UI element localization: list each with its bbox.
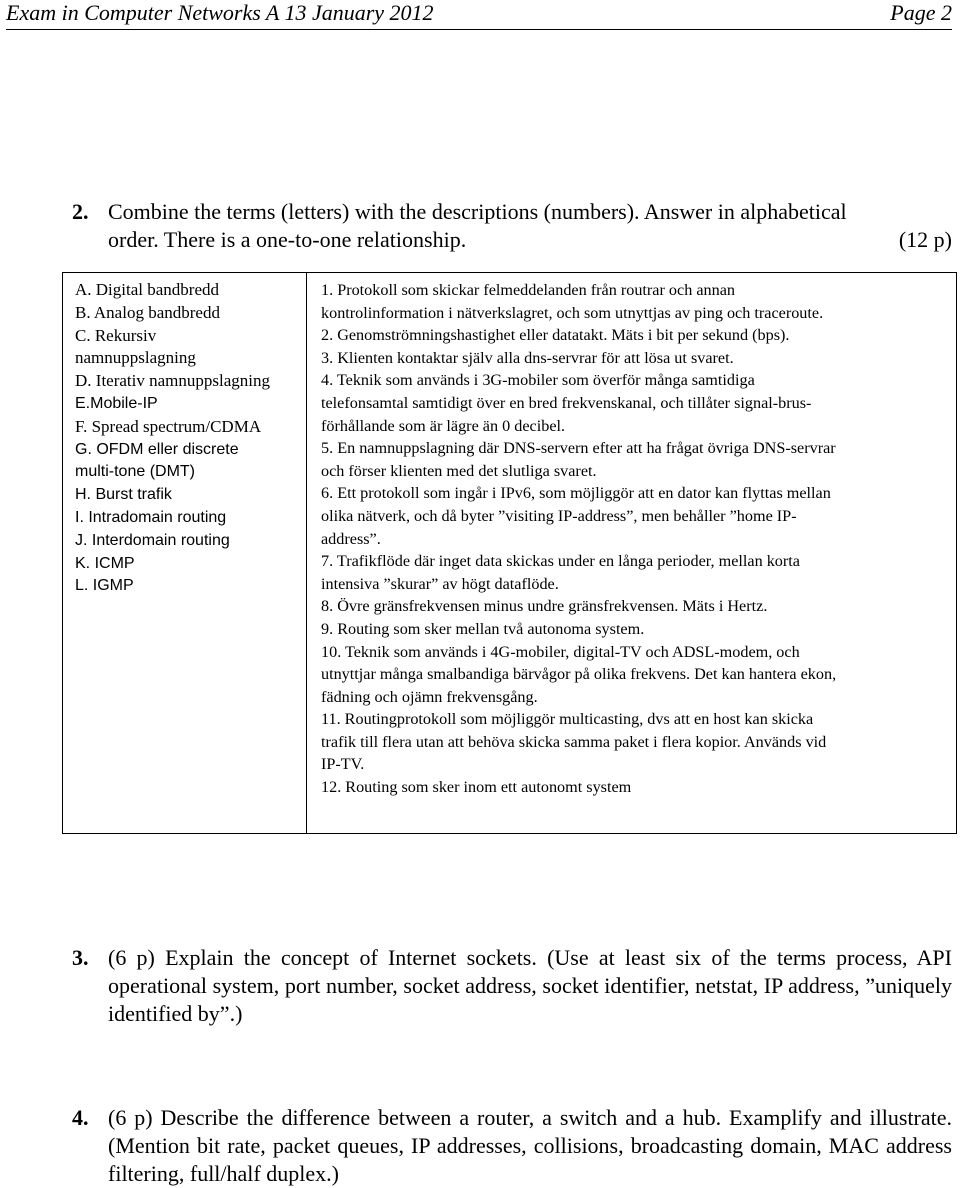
term-item: H. Burst trafik xyxy=(75,486,172,504)
terms-list xyxy=(75,279,300,598)
descriptions-list xyxy=(321,279,951,799)
matching-table xyxy=(62,272,957,834)
description-line: 1. Protokoll som skickar felmeddelanden från routrar och annan xyxy=(321,281,735,299)
points-label: (12 p) xyxy=(898,227,952,252)
description-line: olika nätverk, och då byter ”visiting IP-address”, men behåller ”home IP- xyxy=(321,506,797,525)
question-text: (6 p) Explain the concept of Internet sockets. (Use at least six of the terms process, API operational system, port number, socket address, socket identifier, netstat, IP address, ”uniquely identified by”.) xyxy=(108,945,952,1026)
term-item: B. Analog bandbredd xyxy=(75,302,220,322)
term-item: I. Intradomain routing xyxy=(75,508,227,526)
exam-title: Exam in Computer Networks A 13 January 2012 xyxy=(6,0,434,25)
description-line: IP-TV. xyxy=(321,755,365,774)
description-line: 3. Klienten kontaktar själv alla dns-servrar för att lösa ut svaret. xyxy=(321,348,734,367)
question-number: 2. xyxy=(72,199,89,224)
question-text xyxy=(108,198,952,254)
term-item: J. Interdomain routing xyxy=(75,531,230,549)
description-line: 10. Teknik som används i 4G-mobiler, digital-TV och ADSL-modem, och xyxy=(321,642,800,661)
term-item: C. Rekursiv xyxy=(75,325,157,345)
description-line: fädning och ojämn frekvensgång. xyxy=(321,687,538,706)
term-item: K. ICMP xyxy=(75,554,135,572)
description-line: 9. Routing som sker mellan två autonoma system. xyxy=(321,619,645,638)
page-header xyxy=(6,0,952,30)
term-item: namnuppslagning xyxy=(75,348,196,368)
term-item: multi-tone (DMT) xyxy=(75,463,196,481)
question-3 xyxy=(74,944,952,1028)
description-line: och förser klienten med det slutliga svaret. xyxy=(321,461,597,480)
description-line: kontrolinformation i nätverkslagret, och som utnyttjas av ping och traceroute. xyxy=(321,303,824,322)
description-line: telefonsamtal samtidigt över en bred frekvenskanal, och tillåter signal-brus- xyxy=(321,393,812,412)
question-4 xyxy=(74,1104,952,1188)
question-line-2 xyxy=(108,226,952,254)
description-line: 5. En namnuppslagning där DNS-servern efter att ha frågat övriga DNS-servrar xyxy=(321,439,836,458)
question-number: 3. xyxy=(72,945,89,970)
description-line: address”. xyxy=(321,529,381,548)
question-text: (6 p) Describe the difference between a router, a switch and a hub. Examplify and illustrate. (Mention bit rate, packet queues, IP addresses, collisions, broadcasting domain, MAC address filtering, full/half duplex.) xyxy=(108,1105,952,1186)
description-line: förhållande som är lägre än 0 decibel. xyxy=(321,416,566,435)
description-line: 8. Övre gränsfrekvensen minus undre gränsfrekvensen. Mäts i Hertz. xyxy=(321,597,768,616)
description-line: utnyttjar många smalbandiga bärvågor på olika frekvens. Det kan hantera ekon, xyxy=(321,665,837,684)
question-2 xyxy=(74,198,952,254)
description-line: 2. Genomströmningshastighet eller datatakt. Mäts i bit per sekund (bps). xyxy=(321,326,790,345)
description-line: intensiva ”skurar” av högt dataflöde. xyxy=(321,574,559,593)
question-number: 4. xyxy=(72,1105,89,1130)
description-line: 12. Routing som sker inom ett autonomt system xyxy=(321,778,632,797)
page-number: Page 2 xyxy=(890,0,952,25)
term-item: G. OFDM eller discrete xyxy=(75,440,239,458)
term-item: L. IGMP xyxy=(75,577,134,595)
description-line: 4. Teknik som används i 3G-mobiler som överför många samtidiga xyxy=(321,371,755,390)
term-item: D. Iterativ namnuppslagning xyxy=(75,371,270,391)
term-item: E.Mobile-IP xyxy=(75,394,158,412)
description-line: 7. Trafikflöde där inget data skickas under en långa perioder, mellan korta xyxy=(321,552,800,571)
term-item: F. Spread spectrum/CDMA xyxy=(75,416,262,436)
column-divider xyxy=(306,273,307,833)
description-line: 6. Ett protokoll som ingår i IPv6, som möjliggör att en dator kan flyttas mellan xyxy=(321,484,831,503)
description-line: trafik till flera utan att behöva skicka samma paket i flera kopior. Används vid xyxy=(321,732,827,751)
description-line: 11. Routingprotokoll som möjliggör multicasting, dvs att en host kan skicka xyxy=(321,710,814,729)
question-line-2-text: order. There is a one-to-one relationship. xyxy=(108,227,467,252)
term-item: A. Digital bandbredd xyxy=(75,280,219,299)
question-line-1: Combine the terms (letters) with the descriptions (numbers). Answer in alphabetical xyxy=(108,199,847,224)
